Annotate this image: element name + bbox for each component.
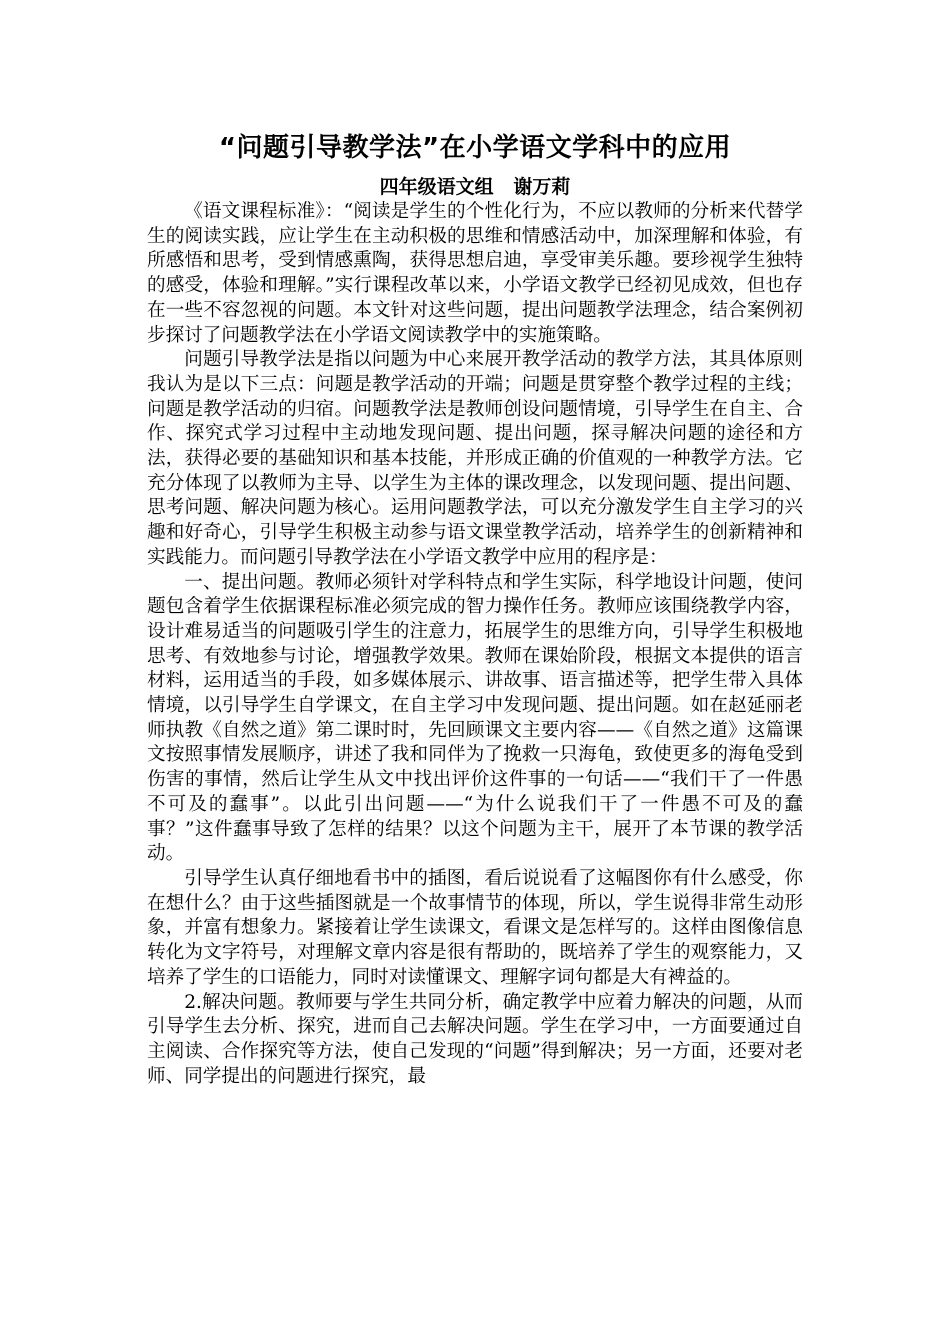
- document-byline: 四年级语文组 谢万莉: [379, 176, 571, 198]
- paragraph-2: 问题引导教学法是指以问题为中心来展开教学活动的教学方法，其具体原则我认为是以下三点：问题是教学活动的开端；问题是贯穿整个教学过程的主线；问题是教学活动的归宿。问题教学法是教师创设问题情境，引导学生在自主、合作、探究式学习过程中主动地发现问题、提出问题，探寻解决问题的途径和方法，获得必要的基础知识和基本技能，并形成正确的价值观的一种教学方法。它充分体现了以教师为主导、以学生为主体的课改理念，以发现问题、提出问题、思考问题、解决问题为核心。运用问题教学法，可以充分激发学生自主学习的兴趣和好奇心，引导学生积极主动参与语文课堂教学活动，培养学生的创新精神和实践能力。而问题引导教学法在小学语文教学中应用的程序是：: [147, 349, 803, 568]
- paragraph-3: 一、提出问题。教师必须针对学科特点和学生实际，科学地设计问题，使问题包含着学生依据课程标准必须完成的智力操作任务。教师应该围绕教学内容，设计难易适当的问题吸引学生的注意力，拓展学生的思维方向，引导学生积极地思考、有效地参与讨论，增强教学效果。教师在课始阶段，根据文本提供的语言材料，运用适当的手段，如多媒体展示、讲故事、语言描述等，把学生带入具体情境，以引导学生自学课文，在自主学习中发现问题、提出问题。如在赵延丽老师执教《自然之道》第二课时时，先回顾课文主要内容——《自然之道》这篇课文按照事情发展顺序，讲述了我和同伴为了挽救一只海龟，致使更多的海龟受到伤害的事情，然后让学生从文中找出评价这件事的一句话——“我们干了一件愚不可及的蠢事”。以此引出问题——“为什么说我们干了一件愚不可及的蠢事？”这件蠢事导致了怎样的结果？以这个问题为主干，展开了本节课的教学活动。: [147, 571, 803, 865]
- paragraph-5: 2.解决问题。教师要与学生共同分析，确定教学中应着力解决的问题，从而引导学生去分析、探究，进而自己去解决问题。学生在学习中，一方面要通过自主阅读、合作探究等方法，使自己发现的“问题”得到解决；另一方面，还要对老师、同学提出的问题进行探究，最: [147, 991, 803, 1087]
- paragraph-1: 《语文课程标准》：“阅读是学生的个性化行为，不应以教师的分析来代替学生的阅读实践，应让学生在主动积极的思维和情感活动中，加深理解和体验，有所感悟和思考，受到情感熏陶，获得思想启迪，享受审美乐趣。要珍视学生独特的感受，体验和理解。”实行课程改革以来，小学语文教学已经初见成效，但也存在一些不容忽视的问题。本文针对这些问题，提出问题教学法理念，结合案例初步探讨了问题教学法在小学语文阅读教学中的实施策略。: [147, 201, 803, 346]
- document-title: “问题引导教学法”在小学语文学科中的应用: [218, 133, 732, 163]
- document-body: [147, 200, 803, 1089]
- paragraph-4: 引导学生认真仔细地看书中的插图，看后说说看了这幅图你有什么感受，你在想什么？由于这些插图就是一个故事情节的体现，所以，学生说得非常生动形象，并富有想象力。紧接着让学生读课文，看课文是怎样写的。这样由图像信息转化为文字符号，对理解文章内容是很有帮助的，既培养了学生的观察能力，又培养了学生的口语能力，同时对读懂课文、理解字词句都是大有裨益的。: [147, 867, 803, 988]
